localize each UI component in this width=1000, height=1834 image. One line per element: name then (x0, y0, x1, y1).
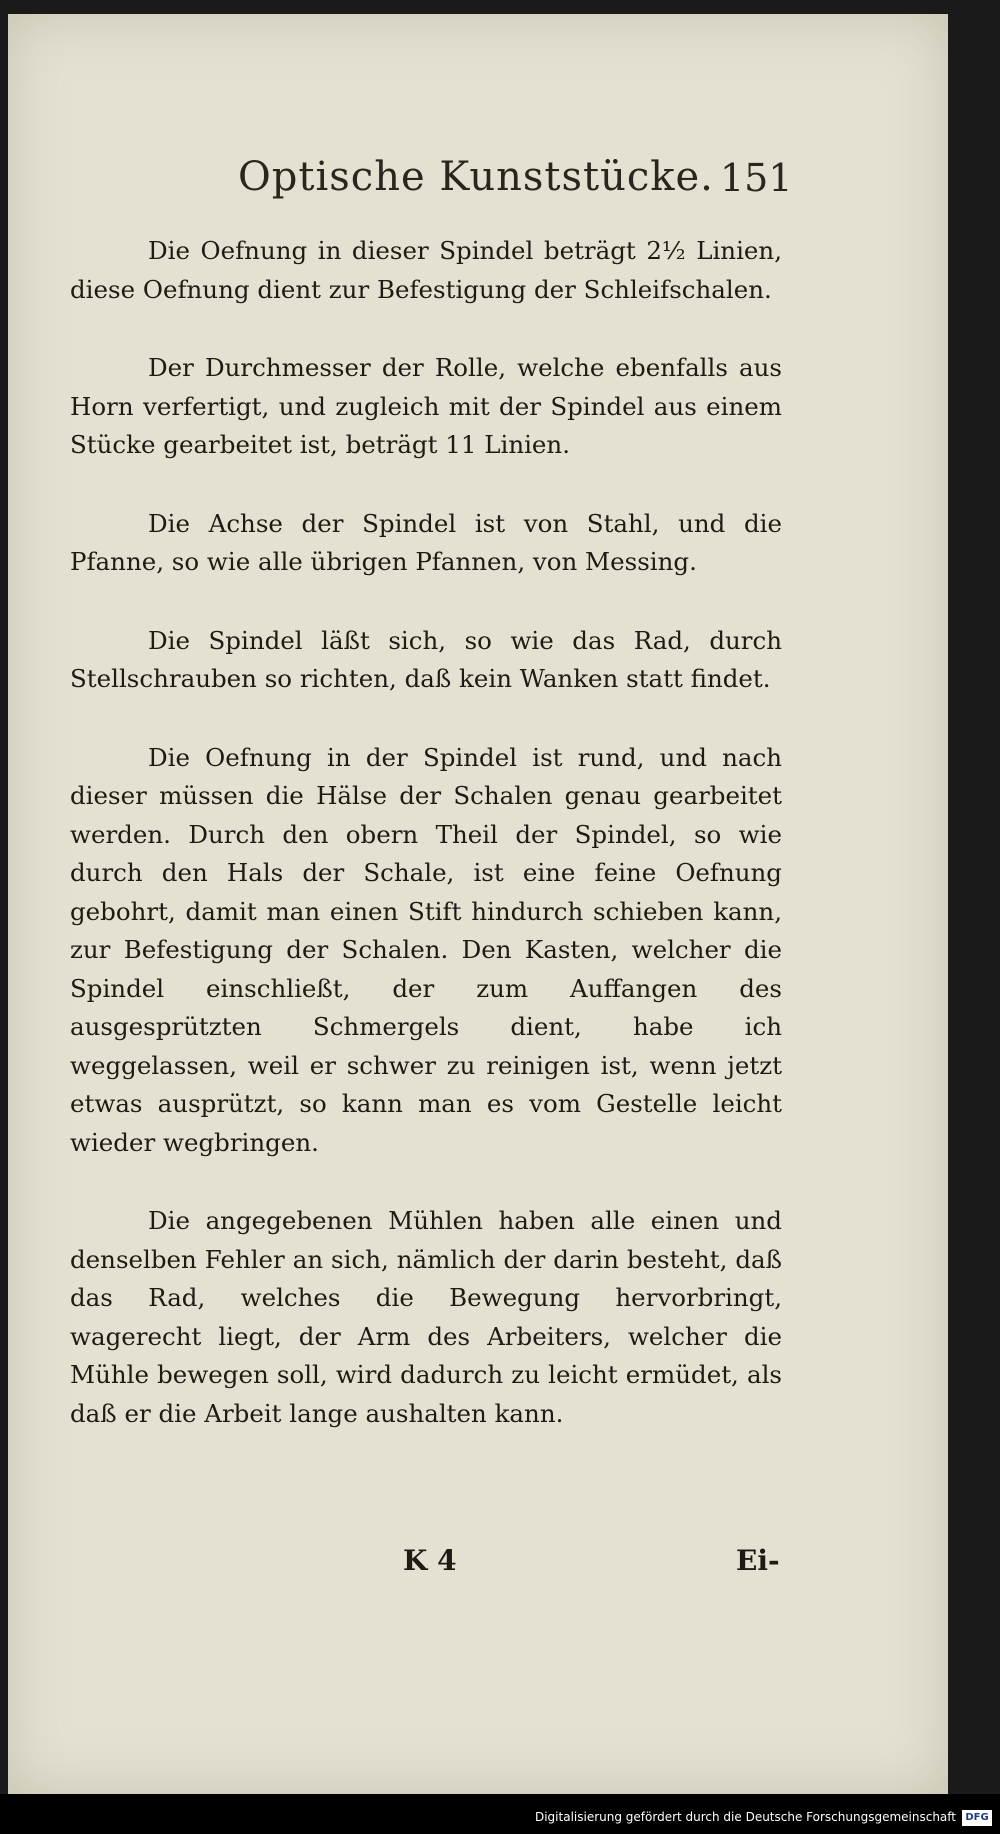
paragraph: Die Spindel läßt sich, so wie das Rad, durch Stellschrauben so richten, daß kein Wanken statt findet. (70, 625, 782, 693)
book-page (8, 14, 948, 1794)
paragraph: Die angegebenen Mühlen haben alle einen und denselben Fehler an sich, nämlich der darin besteht, daß das Rad, welches die Bewegung hervorbringt, wagerecht liegt, der Arm des Arbeiters, welcher die Mühle bewegen soll, wird dadurch zu leicht ermüdet, als daß er die Arbeit lange aushalten kann. (70, 1206, 782, 1428)
paragraph: Die Oefnung in der Spindel ist rund, und nach dieser müssen die Hälse der Schalen genau gearbeitet werden. Durch den obern Theil der Spindel, so wie durch den Hals der Schale, ist eine feine Oefnung gebohrt, damit man einen Stift hindurch schieben kann, zur Befestigung der Schalen. Den Kasten, welcher die Spindel einschließt, der zum Auffangen des ausgesprützten Schmergels dient, habe ich weggelassen, weil er schwer zu reinigen ist, wenn jetzt etwas ausprützt, so kann man es vom Gestelle leicht wieder wegbringen. (70, 742, 782, 1157)
page-number: 151 (720, 156, 793, 200)
digitization-strip (0, 1794, 1000, 1834)
digitization-note: Digitalisierung gefördert durch die Deutsche Forschungsgemeinschaft (534, 1810, 956, 1824)
running-title: Optische Kunststücke. (238, 154, 714, 200)
paragraph: Die Oefnung in dieser Spindel beträgt 2½ Linien, diese Oefnung dient zur Befestigung der Schleifschalen. (70, 236, 782, 304)
body-text (70, 232, 782, 1473)
page-header (8, 154, 948, 214)
signature-mark: K 4 (403, 1544, 457, 1577)
paragraph: Der Durchmesser der Rolle, welche ebenfalls aus Horn verfertigt, und zugleich mit der Spindel aus einem Stücke gearbeitet ist, beträgt 11 Linien. (70, 353, 782, 459)
dfg-logo: DFG (962, 1810, 992, 1826)
paragraph: Die Achse der Spindel ist von Stahl, und die Pfanne, so wie alle übrigen Pfannen, von Messing. (70, 508, 782, 576)
page-footer (8, 1544, 948, 1594)
catchword: Ei- (736, 1544, 780, 1577)
